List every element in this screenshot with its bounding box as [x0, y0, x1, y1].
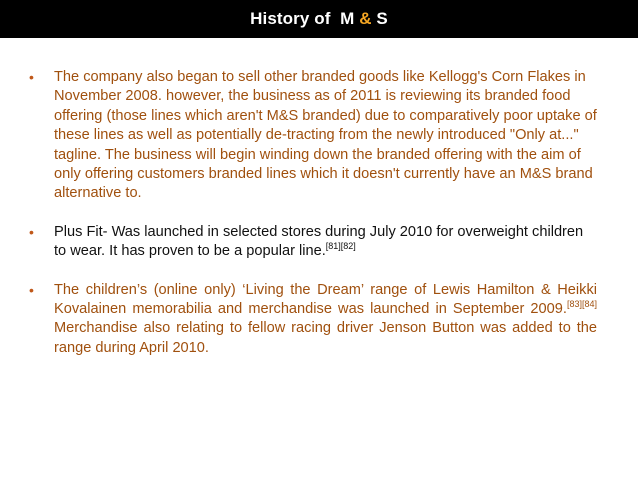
bullet-item-branded-goods	[29, 68, 597, 204]
title-prefix: History of M	[250, 9, 360, 28]
bullet-text-tail: Merchandise also relating to fellow racing driver Jenson Button was added to the range during April 2010.	[54, 320, 597, 356]
bullet-icon: •	[29, 281, 34, 298]
bullet-item-living-the-dream	[29, 281, 597, 359]
bullet-text: The company also began to sell other branded goods like Kellogg's Corn Flakes in November 2008. however, the business as of 2011 is reviewing its branded food offering (those lines which aren't M&S branded) due to comparatively poor uptake of these lines as well as potentially de-tracting from the newly introduced "Only at..." tagline. The business will begin winding down the branded offering with the aim of only offering customers branded lines which it doesn't currently have an M&S brand alternative to.	[54, 69, 597, 202]
reference-link[interactable]: [81][82]	[325, 241, 356, 252]
bullet-text-body: Plus Fit- Was launched in selected stores during July 2010 for overweight children to wear. It has proven to be a popular line.	[54, 223, 584, 260]
title-ampersand: &	[359, 9, 372, 28]
reference-link[interactable]: [83][84]	[566, 299, 597, 310]
bullet-list	[29, 68, 597, 377]
title-suffix: S	[371, 9, 388, 28]
page-title	[250, 9, 388, 29]
bullet-text	[54, 281, 597, 359]
bullet-icon: •	[29, 223, 34, 240]
title-bar	[0, 0, 638, 38]
bullet-icon: •	[29, 69, 34, 85]
bullet-text-body: The children’s (online only) ‘Living the Dream’ range of Lewis Hamilton & Heikki Kovalainen memorabilia and merchandise was launched in September 2009.	[54, 281, 597, 318]
bullet-item-plus-fit	[29, 223, 597, 262]
bullet-text	[54, 223, 597, 262]
